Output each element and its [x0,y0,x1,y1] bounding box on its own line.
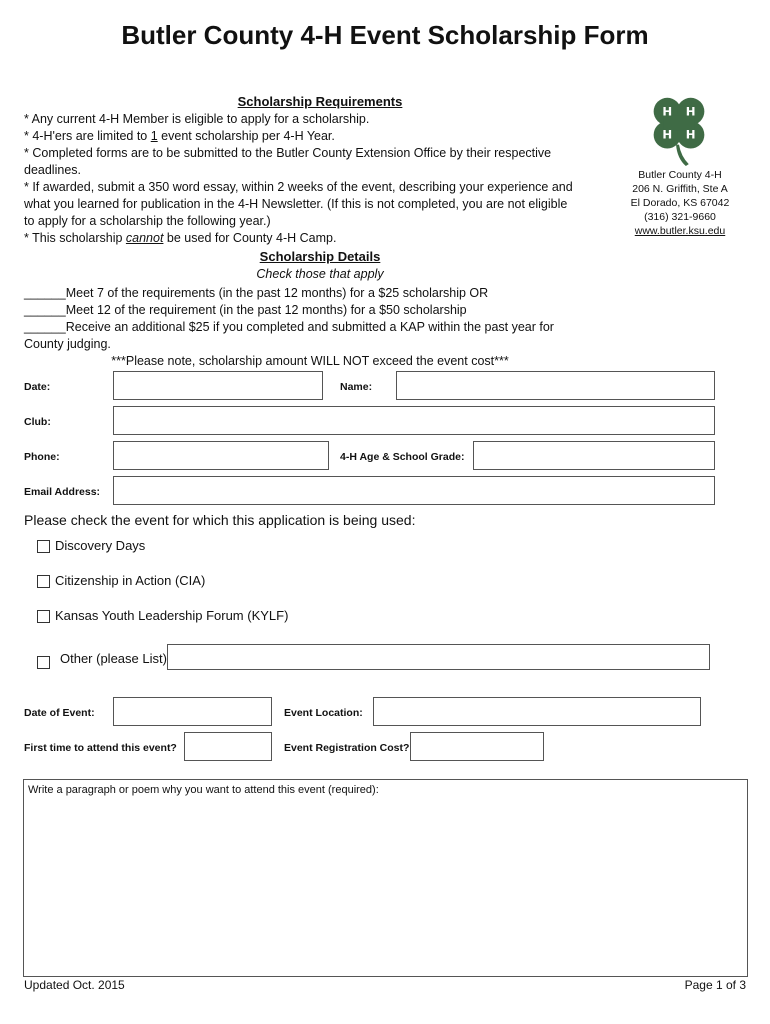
contact-phone: (316) 321-9660 [644,211,716,223]
requirement-line: * If awarded, submit a 350 word essay, within 2 weeks of the event, describing your experience and [24,180,573,194]
event-check-heading: Please check the event for which this application is being used: [24,512,416,528]
other-label: Other (please List) [60,651,167,666]
email-input[interactable] [113,476,715,505]
cia-checkbox[interactable] [37,575,50,588]
contact-name: Butler County 4-H [638,169,722,181]
registration-cost-input[interactable] [410,732,544,761]
cia-label: Citizenship in Action (CIA) [55,573,206,588]
requirement-line: deadlines. [24,163,81,177]
page-number: Page 1 of 3 [684,978,746,992]
contact-address-line2: El Dorado, KS 67042 [630,197,730,209]
svg-text:H: H [685,104,696,119]
svg-text:H: H [685,127,696,142]
first-time-input[interactable] [184,732,272,761]
phone-label: Phone: [24,451,60,463]
detail-line: ______Meet 12 of the requirement (in the past 12 months) for a $50 scholarship [24,303,467,317]
registration-cost-label: Event Registration Cost? [284,742,410,754]
detail-line: County judging. [24,337,111,351]
phone-input[interactable] [113,441,329,470]
discovery-days-checkbox[interactable] [37,540,50,553]
discovery-days-label: Discovery Days [55,538,146,553]
first-time-label: First time to attend this event? [24,742,177,754]
details-heading: Scholarship Details [259,249,381,264]
age-grade-input[interactable] [473,441,715,470]
requirement-line: * Completed forms are to be submitted to the Butler County Extension Office by their respective [24,146,552,160]
requirement-line: * Any current 4-H Member is eligible to apply for a scholarship. [24,112,370,126]
requirements-heading: Scholarship Requirements [237,94,403,109]
other-checkbox[interactable] [37,656,50,669]
updated-date: Updated Oct. 2015 [24,978,125,992]
requirement-line: * 4-H'ers are limited to 1 event scholarship per 4-H Year. [24,129,335,143]
date-input[interactable] [113,371,323,400]
event-location-input[interactable] [373,697,701,726]
event-location-label: Event Location: [284,707,363,719]
contact-website-link[interactable]: www.butler.ksu.edu [634,225,726,237]
requirement-line: what you learned for publication in the 4-H Newsletter. (If this is not completed, you are not eligible [24,197,568,211]
age-grade-label: 4-H Age & School Grade: [340,451,465,463]
scholarship-note: ***Please note, scholarship amount WILL NOT exceed the event cost*** [111,354,509,368]
details-subheading: Check those that apply [256,267,384,281]
date-of-event-label: Date of Event: [24,707,95,719]
form-title: Butler County 4-H Event Scholarship Form [121,20,649,50]
kylf-checkbox[interactable] [37,610,50,623]
svg-text:H: H [662,104,673,119]
club-label: Club: [24,416,51,428]
requirement-line: * This scholarship cannot be used for County 4-H Camp. [24,231,337,245]
date-of-event-input[interactable] [113,697,272,726]
other-event-input[interactable] [167,644,710,670]
paragraph-label: Write a paragraph or poem why you want to attend this event (required): [28,784,379,796]
name-input[interactable] [396,371,715,400]
requirement-line: to apply for a scholarship the following year.) [24,214,271,228]
detail-line: ______Receive an additional $25 if you completed and submitted a KAP within the past year for [24,320,554,334]
paragraph-textarea[interactable] [23,779,748,977]
svg-text:H: H [662,127,673,142]
kylf-label: Kansas Youth Leadership Forum (KYLF) [55,608,289,623]
contact-address-line1: 206 N. Griffith, Ste A [632,183,728,195]
email-label: Email Address: [24,486,101,498]
detail-line: ______Meet 7 of the requirements (in the past 12 months) for a $25 scholarship OR [24,286,489,300]
date-label: Date: [24,381,51,393]
4h-clover-logo-icon [640,90,718,168]
name-label: Name: [340,381,373,393]
club-input[interactable] [113,406,715,435]
